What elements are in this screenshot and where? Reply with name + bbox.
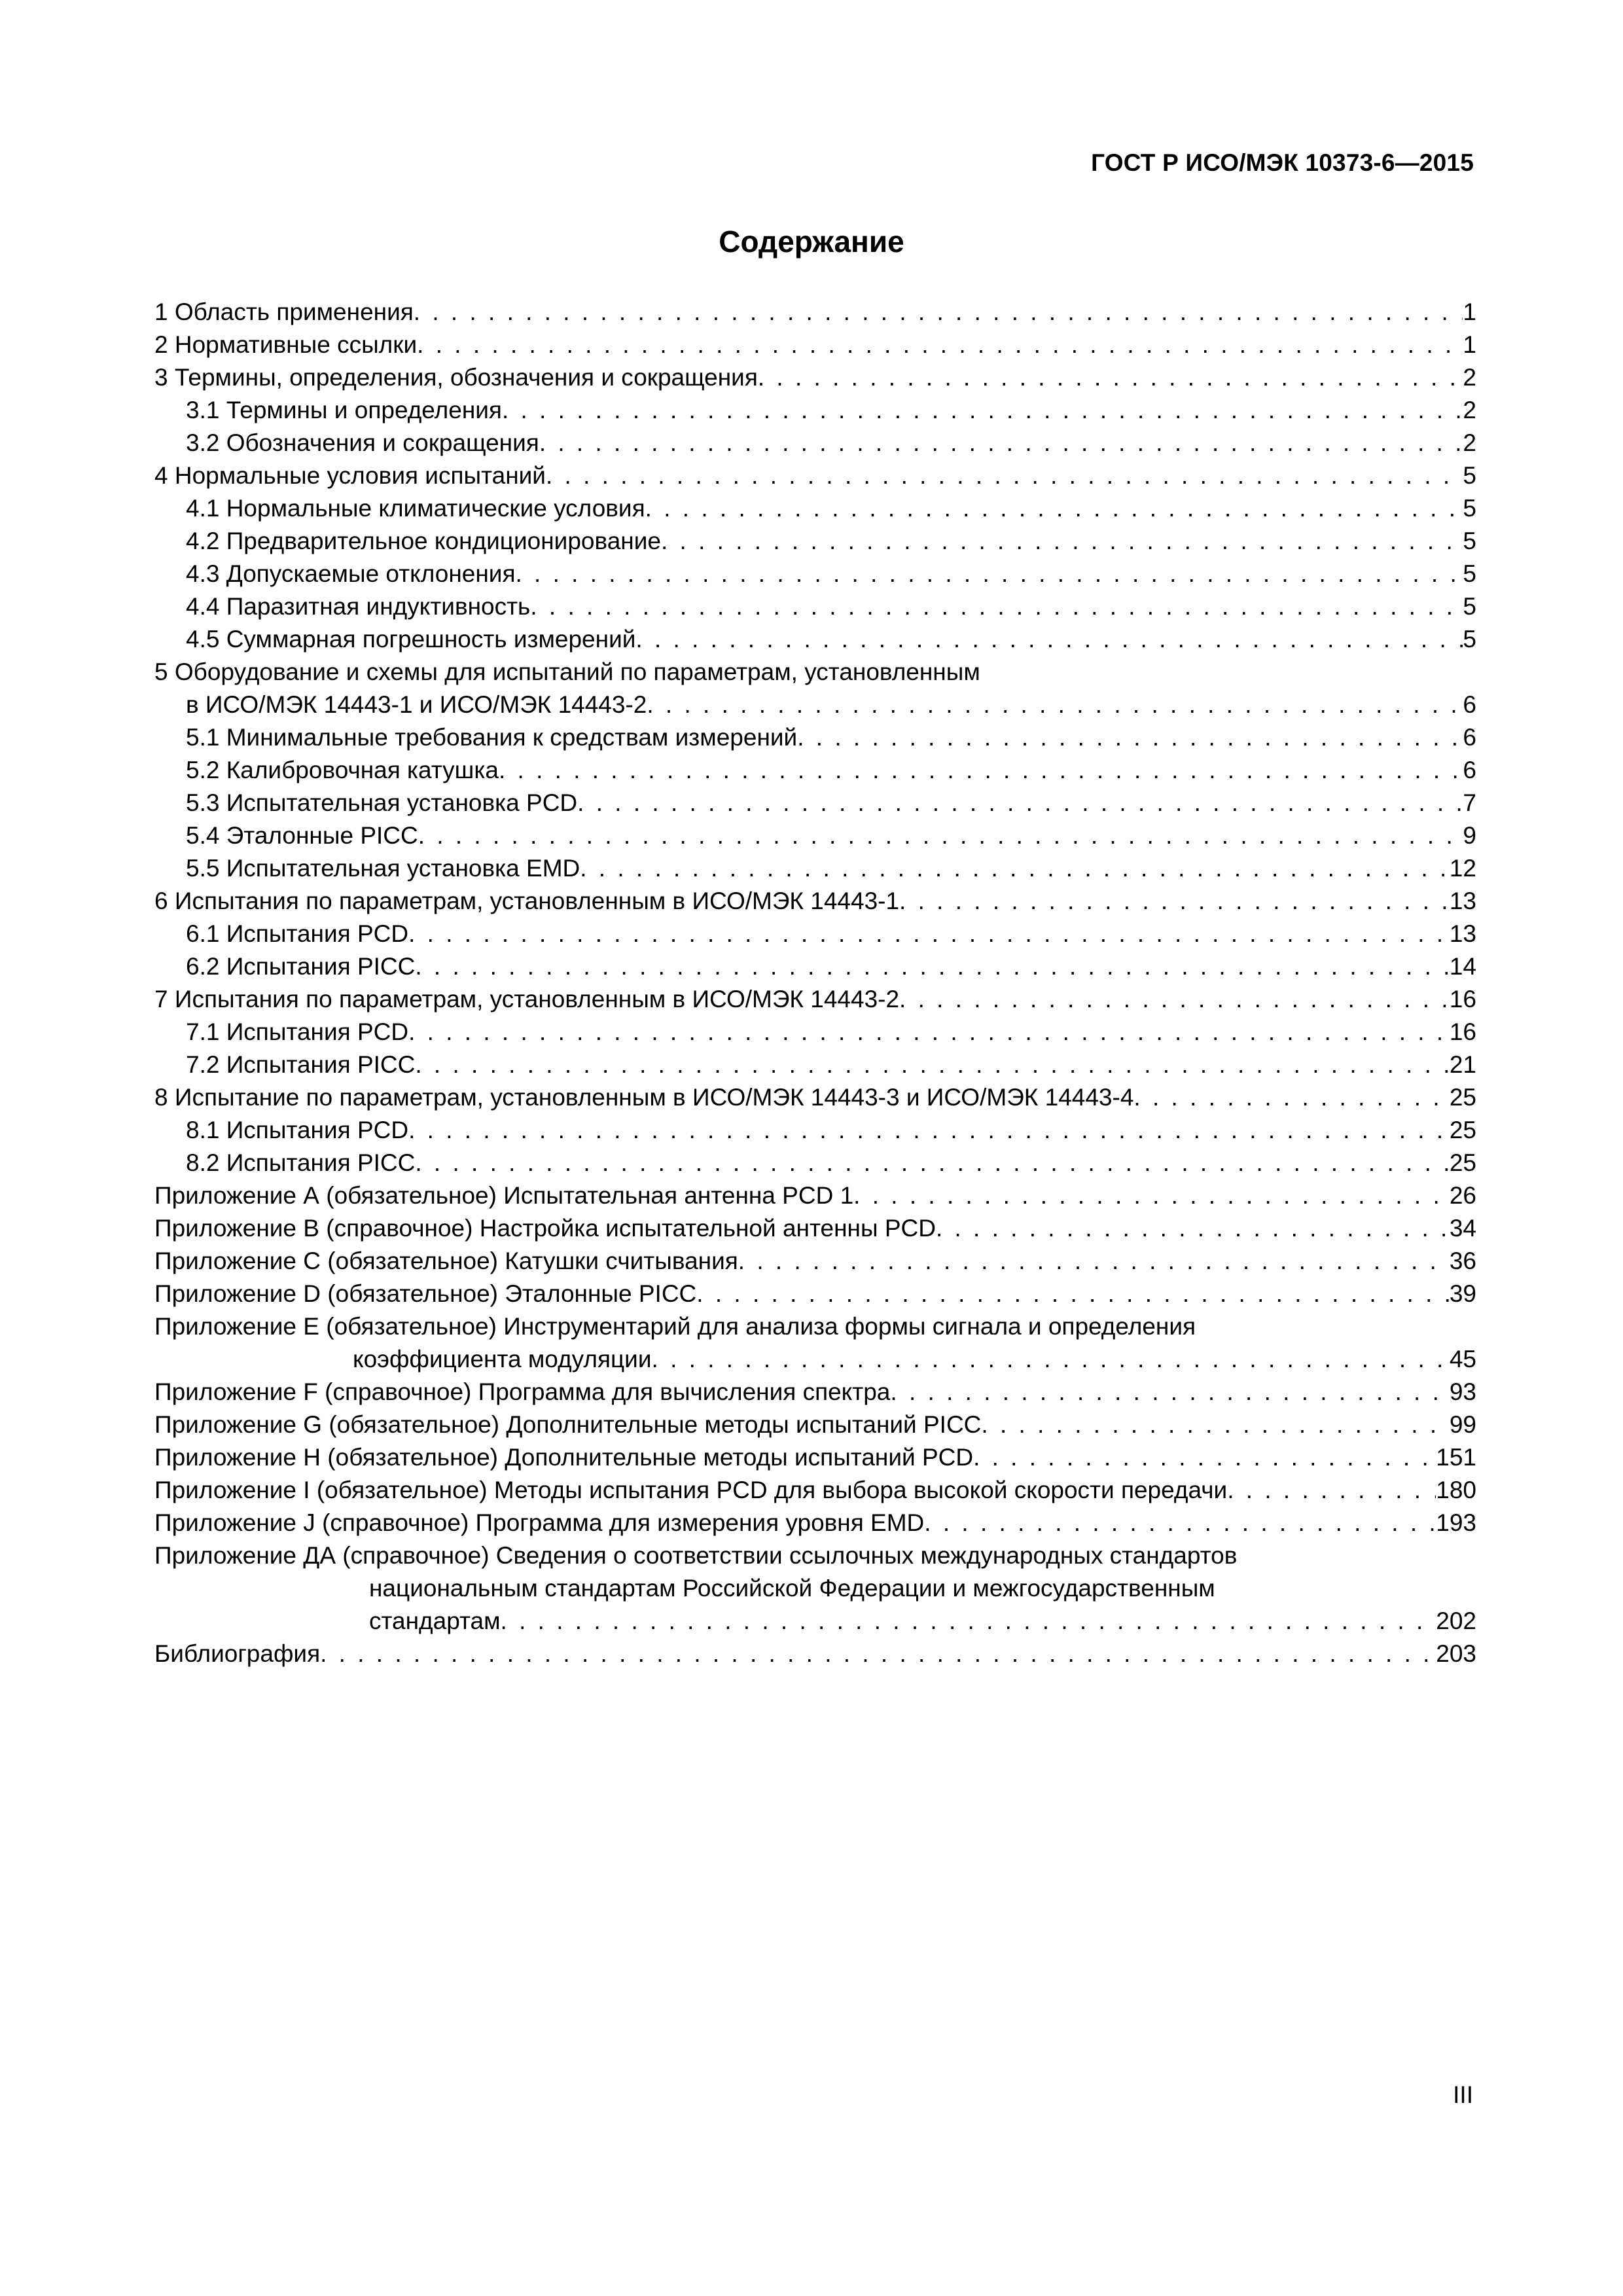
toc-entry-4-4[interactable]: 4.4 Паразитная индуктивность . . . 5 bbox=[154, 590, 1476, 623]
toc-entry-annex-b[interactable]: Приложение В (справочное) Настройка испытательной антенны PCD . . . 34 bbox=[154, 1212, 1476, 1245]
toc-entry-4-5[interactable]: 4.5 Суммарная погрешность измерений . . . 5 bbox=[154, 623, 1476, 656]
toc-entry-annex-c[interactable]: Приложение С (обязательное) Катушки считывания . . . 36 bbox=[154, 1245, 1476, 1278]
toc-entry-6-2[interactable]: 6.2 Испытания PICC . . . 14 bbox=[154, 950, 1476, 983]
toc-entry-4-3[interactable]: 4.3 Допускаемые отклонения . . . 5 bbox=[154, 558, 1476, 590]
toc-entry-annex-da[interactable]: Приложение ДА (справочное) Сведения о соответствии ссылочных международных стандартов bbox=[154, 1542, 1238, 1569]
toc-entry-5-3[interactable]: 5.3 Испытательная установка PCD . . . 7 bbox=[154, 787, 1476, 819]
toc-entry-annex-j[interactable]: Приложение J (справочное) Программа для измерения уровня EMD . . . 193 bbox=[154, 1507, 1476, 1539]
toc-entry-5-5[interactable]: 5.5 Испытательная установка EMD . . . 12 bbox=[154, 852, 1476, 885]
toc-entry-3-2[interactable]: 3.2 Обозначения и сокращения . . . 2 bbox=[154, 427, 1476, 459]
toc-entry-8-2[interactable]: 8.2 Испытания PICC . . . 25 bbox=[154, 1147, 1476, 1179]
toc-entry-3-1[interactable]: 3.1 Термины и определения . . . 2 bbox=[154, 394, 1476, 427]
toc-entry-5-2[interactable]: 5.2 Калибровочная катушка . . . 6 bbox=[154, 754, 1476, 787]
page-number: III bbox=[1453, 2081, 1473, 2108]
toc-entry-annex-e[interactable]: Приложение Е (обязательное) Инструментарий для анализа формы сигнала и определения bbox=[154, 1313, 1196, 1340]
toc-entry-8[interactable]: 8 Испытание по параметрам, установленным в ИСО/МЭК 14443-3 и ИСО/МЭК 14443-4 . . . 25 bbox=[154, 1081, 1476, 1114]
table-of-contents bbox=[154, 296, 1476, 1670]
toc-entry-5-continuation[interactable]: в ИСО/МЭК 14443-1 и ИСО/МЭК 14443-2 . . . 6 bbox=[154, 689, 1476, 721]
toc-entry-bibliography[interactable]: Библиография . . . 203 bbox=[154, 1638, 1476, 1670]
toc-entry-1[interactable]: 1 Область применения . . . 1 bbox=[154, 296, 1476, 329]
standard-code: ГОСТ Р ИСО/МЭК 10373-6—2015 bbox=[1091, 149, 1474, 176]
toc-entry-5-1[interactable]: 5.1 Минимальные требования к средствам измерений . . . 6 bbox=[154, 721, 1476, 754]
toc-title: Содержание bbox=[719, 224, 904, 259]
toc-entry-annex-i[interactable]: Приложение I (обязательное) Методы испытания PCD для выбора высокой скорости передачи . . . 180 bbox=[154, 1474, 1476, 1507]
toc-entry-4-2[interactable]: 4.2 Предварительное кондиционирование . . . 5 bbox=[154, 525, 1476, 558]
toc-entry-6-1[interactable]: 6.1 Испытания PCD . . . 13 bbox=[154, 918, 1476, 950]
toc-entry-8-1[interactable]: 8.1 Испытания PCD . . . 25 bbox=[154, 1114, 1476, 1147]
toc-entry-3[interactable]: 3 Термины, определения, обозначения и сокращения . . . 2 bbox=[154, 361, 1476, 394]
toc-entry-5[interactable]: 5 Оборудование и схемы для испытаний по параметрам, установленным bbox=[154, 658, 980, 685]
toc-entry-7-1[interactable]: 7.1 Испытания PCD . . . 16 bbox=[154, 1016, 1476, 1049]
toc-entry-7[interactable]: 7 Испытания по параметрам, установленным в ИСО/МЭК 14443-2 . . . 16 bbox=[154, 983, 1476, 1016]
toc-entry-annex-g[interactable]: Приложение G (обязательное) Дополнительные методы испытаний PICC . . . 99 bbox=[154, 1408, 1476, 1441]
toc-entry-annex-da-continuation-2[interactable]: стандартам . . . 202 bbox=[154, 1605, 1476, 1638]
toc-entry-annex-e-continuation[interactable]: коэффициента модуляции . . . 45 bbox=[154, 1343, 1476, 1376]
toc-entry-annex-f[interactable]: Приложение F (справочное) Программа для вычисления спектра . . . 93 bbox=[154, 1376, 1476, 1408]
toc-entry-4[interactable]: 4 Нормальные условия испытаний . . . 5 bbox=[154, 459, 1476, 492]
toc-entry-6[interactable]: 6 Испытания по параметрам, установленным в ИСО/МЭК 14443-1 . . . 13 bbox=[154, 885, 1476, 918]
toc-entry-5-4[interactable]: 5.4 Эталонные PICC . . . 9 bbox=[154, 819, 1476, 852]
toc-entry-annex-d[interactable]: Приложение D (обязательное) Эталонные PICC . . . 39 bbox=[154, 1278, 1476, 1310]
toc-entry-2[interactable]: 2 Нормативные ссылки . . . 1 bbox=[154, 329, 1476, 361]
toc-entry-7-2[interactable]: 7.2 Испытания PICC . . . 21 bbox=[154, 1049, 1476, 1081]
toc-entry-annex-a[interactable]: Приложение А (обязательное) Испытательная антенна PCD 1 . . . 26 bbox=[154, 1179, 1476, 1212]
toc-entry-annex-h[interactable]: Приложение Н (обязательное) Дополнительные методы испытаний PCD . . . 151 bbox=[154, 1441, 1476, 1474]
toc-entry-4-1[interactable]: 4.1 Нормальные климатические условия . . . 5 bbox=[154, 492, 1476, 525]
toc-entry-annex-da-continuation-1[interactable]: национальным стандартам Российской Федерации и межгосударственным bbox=[369, 1575, 1215, 1602]
